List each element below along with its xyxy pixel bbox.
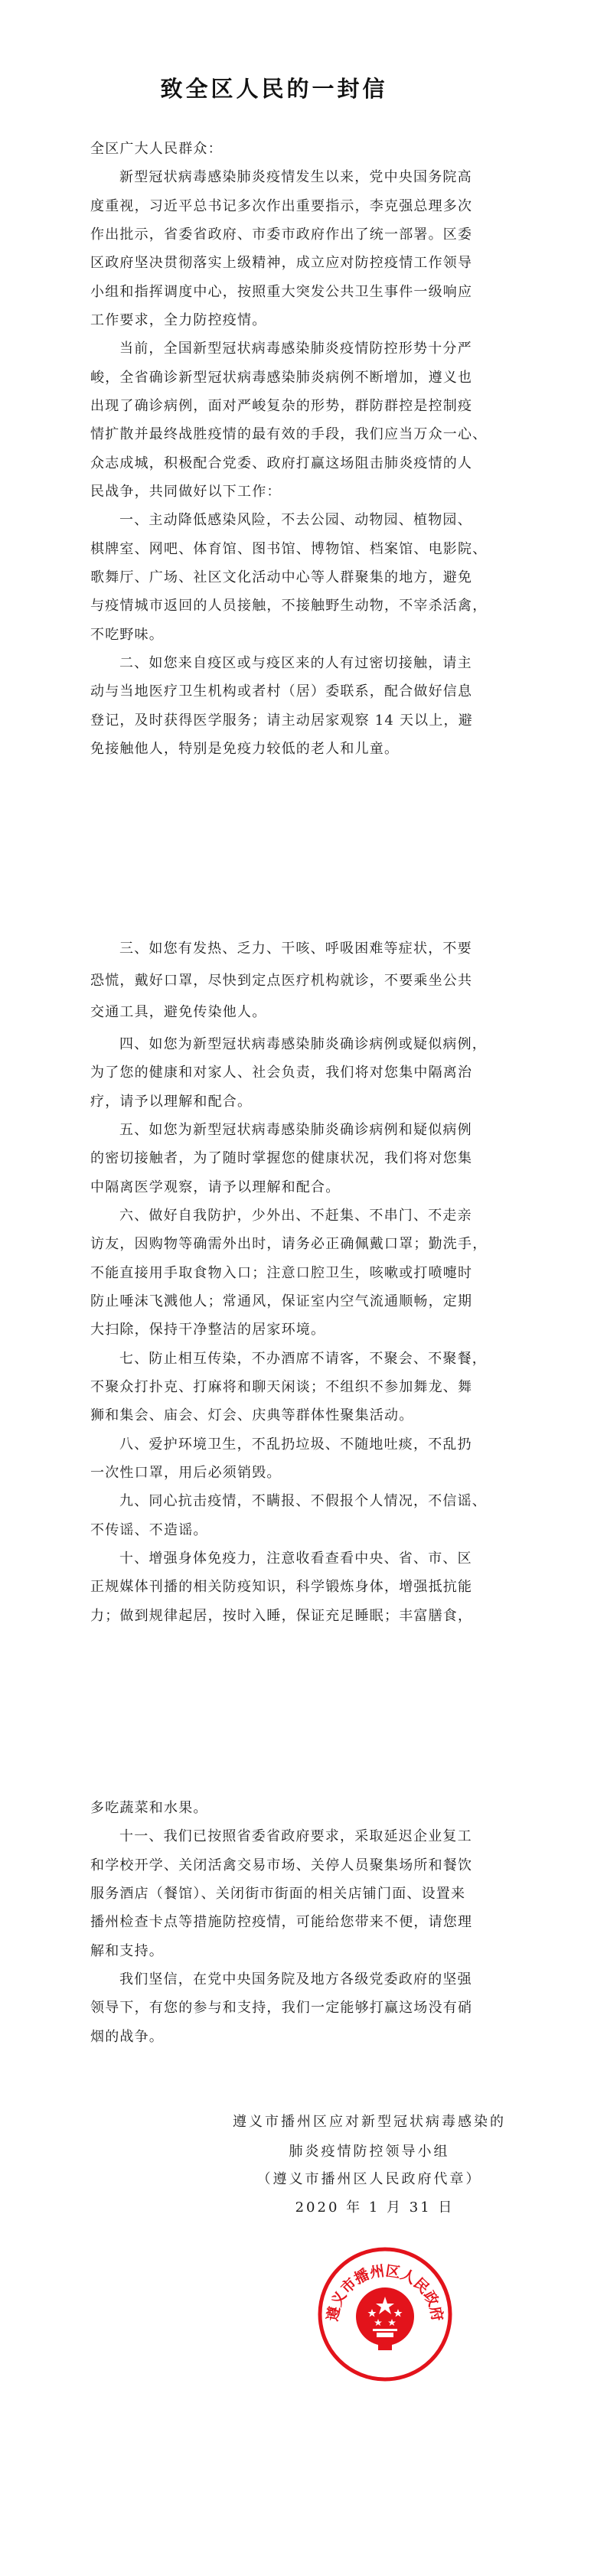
situation-paragraph-line: 情扩散并最终战胜疫情的最有效的手段，我们应当万众一心、 (90, 426, 488, 443)
letter-title: 致全区人民的一封信 (160, 76, 388, 102)
situation-paragraph-line: 峻，全省确诊新型冠状病毒感染肺炎病例不断增加，遵义也 (90, 369, 473, 386)
greeting: 全区广大人民群众： (90, 141, 223, 157)
national-emblem-icon (356, 2287, 414, 2350)
signature-org-line2: 肺炎疫情防控领导小组 (289, 2144, 450, 2160)
item-6-line: 不能直接用手取食物入口；注意口腔卫生，咳嗽或打喷嚏时 (90, 1264, 473, 1281)
item-3-line: 三、如您有发热、乏力、干咳、呼吸困难等症状，不要 (119, 941, 472, 957)
closing-paragraph-line: 烟的战争。 (90, 2028, 164, 2045)
page-3-body (90, 1794, 488, 2051)
signature-date: 2020 年 1 月 31 日 (295, 2199, 455, 2216)
intro-paragraph-line: 工作要求，全力防控疫情。 (90, 311, 267, 328)
page-1-body (90, 135, 488, 763)
official-seal-stamp (317, 2246, 453, 2382)
signature-seal-note: （遵义市播州区人民政府代章） (256, 2171, 482, 2187)
item-5-line: 五、如您为新型冠状病毒感染肺炎确诊病例和疑似病例 (119, 1121, 472, 1138)
item-2-line: 免接触他人，特别是免疫力较低的老人和儿童。 (90, 740, 400, 757)
item-11-line: 十一、我们已按照省委省政府要求，采取延迟企业复工 (119, 1828, 472, 1845)
intro-paragraph-line: 区政府坚决贯彻落实上级精神，成立应对防控疫情工作领导 (90, 255, 473, 272)
item-9-line: 不传谣、不造谣。 (90, 1521, 208, 1538)
item-6-line: 六、做好自我防护，少外出、不赶集、不串门、不走亲 (119, 1207, 472, 1224)
item-7-line: 七、防止相互传染，不办酒席不请客，不聚会、不聚餐， (119, 1350, 487, 1367)
intro-paragraph-line: 新型冠状病毒感染肺炎疫情发生以来，党中央国务院高 (119, 169, 472, 186)
item-5-line: 中隔离医学观察，请予以理解和配合。 (90, 1179, 341, 1195)
item-11-line: 和学校开学、关闭活禽交易市场、关停人员聚集场所和餐饮 (90, 1857, 473, 1873)
item-6-line: 访友，因购物等确需外出时，请务必正确佩戴口罩；勤洗手， (90, 1236, 488, 1253)
intro-paragraph-line: 作出批示，省委省政府、市委市政府作出了统一部署。区委 (90, 226, 473, 243)
page-2-body-start (90, 933, 488, 1029)
signature-org-line1: 遵义市播州区应对新型冠状病毒感染的 (233, 2114, 506, 2130)
item-1-line: 歌舞厅、广场、社区文化活动中心等人群聚集的地方，避免 (90, 569, 473, 585)
item-3-line: 恐慌，戴好口罩，尽快到定点医疗机构就诊，不要乘坐公共 (90, 972, 473, 989)
stamp-lettering: 遵义市播州区人民政府 (324, 2262, 446, 2323)
item-1-line: 棋牌室、网吧、体育馆、图书馆、博物馆、档案馆、电影院、 (90, 540, 488, 557)
situation-paragraph-line: 当前，全国新型冠状病毒感染肺炎疫情防控形势十分严 (119, 341, 472, 357)
item-6-line: 大扫除，保持干净整洁的居家环境。 (90, 1322, 326, 1339)
item-11-line: 服务酒店（餐馆）、关闭街市街面的相关店铺门面、设置来 (90, 1885, 466, 1902)
situation-paragraph-line: 民战争，共同做好以下工作： (90, 483, 282, 500)
item-1-line: 一、主动降低感染风险，不去公园、动物园、植物园、 (119, 512, 472, 529)
item-9-line: 九、同心抗击疫情，不瞒报、不假报个人情况，不信谣、 (119, 1493, 487, 1510)
item-4-line: 疗，请予以理解和配合。 (90, 1093, 253, 1110)
item-11-line: 解和支持。 (90, 1942, 164, 1959)
item-7-line: 不聚众打扑克、打麻将和聊天闲谈；不组织不参加舞龙、舞 (90, 1378, 473, 1395)
item-8-line: 八、爱护环境卫生，不乱扔垃圾、不随地吐痰，不乱扔 (119, 1436, 472, 1453)
item-7-line: 狮和集会、庙会、灯会、庆典等群体性聚集活动。 (90, 1407, 414, 1424)
item-6-line: 防止唾沫飞溅他人；常通风，保证室内空气流通顺畅，定期 (90, 1293, 473, 1309)
item-3-line: 交通工具，避免传染他人。 (90, 1004, 267, 1021)
intro-paragraph-line: 小组和指挥调度中心，按照重大突发公共卫生事件一级响应 (90, 283, 473, 300)
item-1-line: 不吃野味。 (90, 626, 164, 643)
item-11-line: 播州检查卡点等措施防控疫情，可能给您带来不便，请您理 (90, 1914, 473, 1931)
item-10-line: 多吃蔬菜和水果。 (90, 1800, 208, 1816)
item-2-line: 登记，及时获得医学服务；请主动居家观察 14 天以上，避 (90, 712, 473, 729)
situation-paragraph-line: 出现了确诊病例，面对严峻复杂的形势，群防群控是控制疫 (90, 397, 473, 414)
closing-paragraph-line: 我们坚信，在党中央国务院及地方各级党委政府的坚强 (119, 1971, 472, 1987)
item-10-line: 正规媒体刊播的相关防疫知识，科学锻炼身体，增强抵抗能 (90, 1579, 473, 1596)
closing-paragraph-line: 领导下，有您的参与和支持，我们一定能够打赢这场没有硝 (90, 2000, 473, 2017)
item-4-line: 为了您的健康和对家人、社会负责，我们将对您集中隔离治 (90, 1065, 473, 1081)
situation-paragraph-line: 众志成城，积极配合党委、政府打赢这场阻击肺炎疫情的人 (90, 455, 473, 471)
item-10-line: 十、增强身体免疫力，注意收看查看中央、省、市、区 (119, 1550, 472, 1567)
item-8-line: 一次性口罩，用后必须销毁。 (90, 1464, 282, 1481)
item-4-line: 四、如您为新型冠状病毒感染肺炎确诊病例或疑似病例， (119, 1036, 487, 1052)
item-2-line: 二、如您来自疫区或与疫区来的人有过密切接触，请主 (119, 654, 472, 671)
item-2-line: 动与当地医疗卫生机构或者村（居）委联系，配合做好信息 (90, 683, 473, 700)
item-5-line: 的密切接触者，为了随时掌握您的健康状况，我们将对您集 (90, 1150, 473, 1167)
item-10-line: 力；做到规律起居，按时入睡，保证充足睡眠；丰富膳食， (90, 1607, 473, 1624)
item-1-line: 与疫情城市返回的人员接触，不接触野生动物，不宰杀活禽， (90, 598, 488, 615)
page-2-body (90, 1030, 488, 1630)
intro-paragraph-line: 度重视，习近平总书记多次作出重要指示，李克强总理多次 (90, 197, 473, 214)
